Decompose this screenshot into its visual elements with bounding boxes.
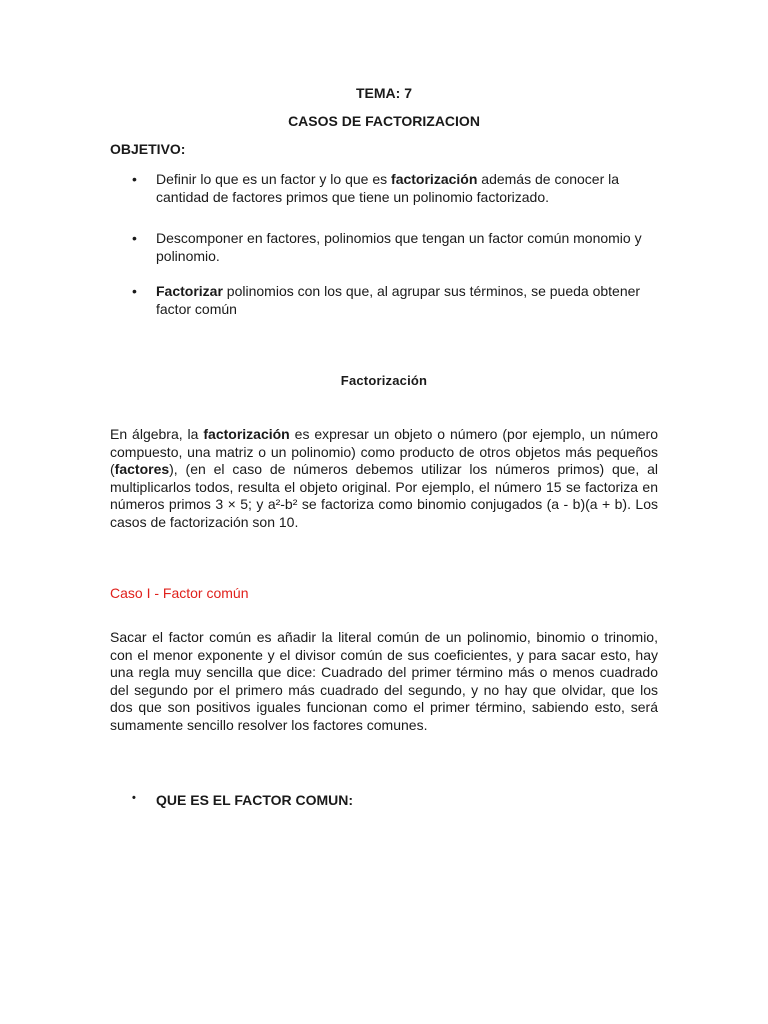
bullet-text-post: además de conocer la cantidad de factores primos que tiene un polinomio factorizado.	[156, 171, 620, 205]
question-bullet	[110, 792, 354, 808]
bullet-icon: •	[132, 283, 137, 299]
bullet-icon: •	[132, 230, 137, 246]
document-title: CASOS DE FACTORIZACION	[288, 113, 480, 129]
objetivo-list	[110, 170, 658, 318]
paragraph-text: ), (en el caso de números debemos utilizar los números primos) que, al multiplicarlos todos, resulta el objeto original. Por ejemplo, el número 15 se factoriza en números primos 3 × 5; y a²-b² se factoriza como binomio conjugados (a - b)(a + b). Los casos de factorización son 10.	[110, 461, 658, 530]
bullet-text-pre: Definir lo que es un factor y lo que es	[156, 171, 392, 187]
objetivo-label: OBJETIVO:	[110, 141, 186, 157]
bullet-text-post: polinomios con los que, al agrupar sus términos, se pueda obtener factor común	[156, 283, 641, 317]
question-text: QUE ES EL FACTOR COMUN:	[156, 792, 354, 808]
definition-paragraph	[110, 426, 658, 532]
case-paragraph: Sacar el factor común es añadir la literal común de un polinomio, binomio o trinomio, con el menor exponente y el divisor común de sus coeficientes, y para sacar esto, hay una regla muy sencilla que dice: Cuadrado del primer término más o menos cuadrado del segundo por el primero más cuadrado del segundo, y no hay que olvidar, que los dos que son positivos iguales funcionan como el primer término, sabiendo esto, será sumamente sencillo resolver los factores comunes.	[110, 629, 658, 733]
tema-heading: TEMA: 7	[356, 85, 412, 101]
bullet-icon: •	[132, 792, 136, 804]
list-item	[110, 282, 658, 318]
bullet-text-bold: factorización	[391, 171, 478, 187]
bullet-icon: •	[132, 171, 137, 187]
paragraph-bold: factores	[114, 461, 170, 478]
list-item	[110, 170, 658, 206]
paragraph-bold: factorización	[203, 426, 290, 442]
bullet-text-bold: Factorizar	[156, 283, 223, 299]
case-heading: Caso I - Factor común	[110, 585, 249, 601]
paragraph-text: En álgebra, la	[110, 426, 204, 442]
list-item	[110, 229, 658, 265]
section-heading: Factorización	[340, 373, 428, 388]
bullet-text-pre: Descomponer en factores, polinomios que tengan un factor común monomio y polinomio.	[156, 230, 642, 264]
paragraph-text: es expresar un objeto o número (por ejemplo, un número compuesto, una matriz o un polinomio) como producto de otros objetos más pequeños (	[110, 426, 658, 478]
